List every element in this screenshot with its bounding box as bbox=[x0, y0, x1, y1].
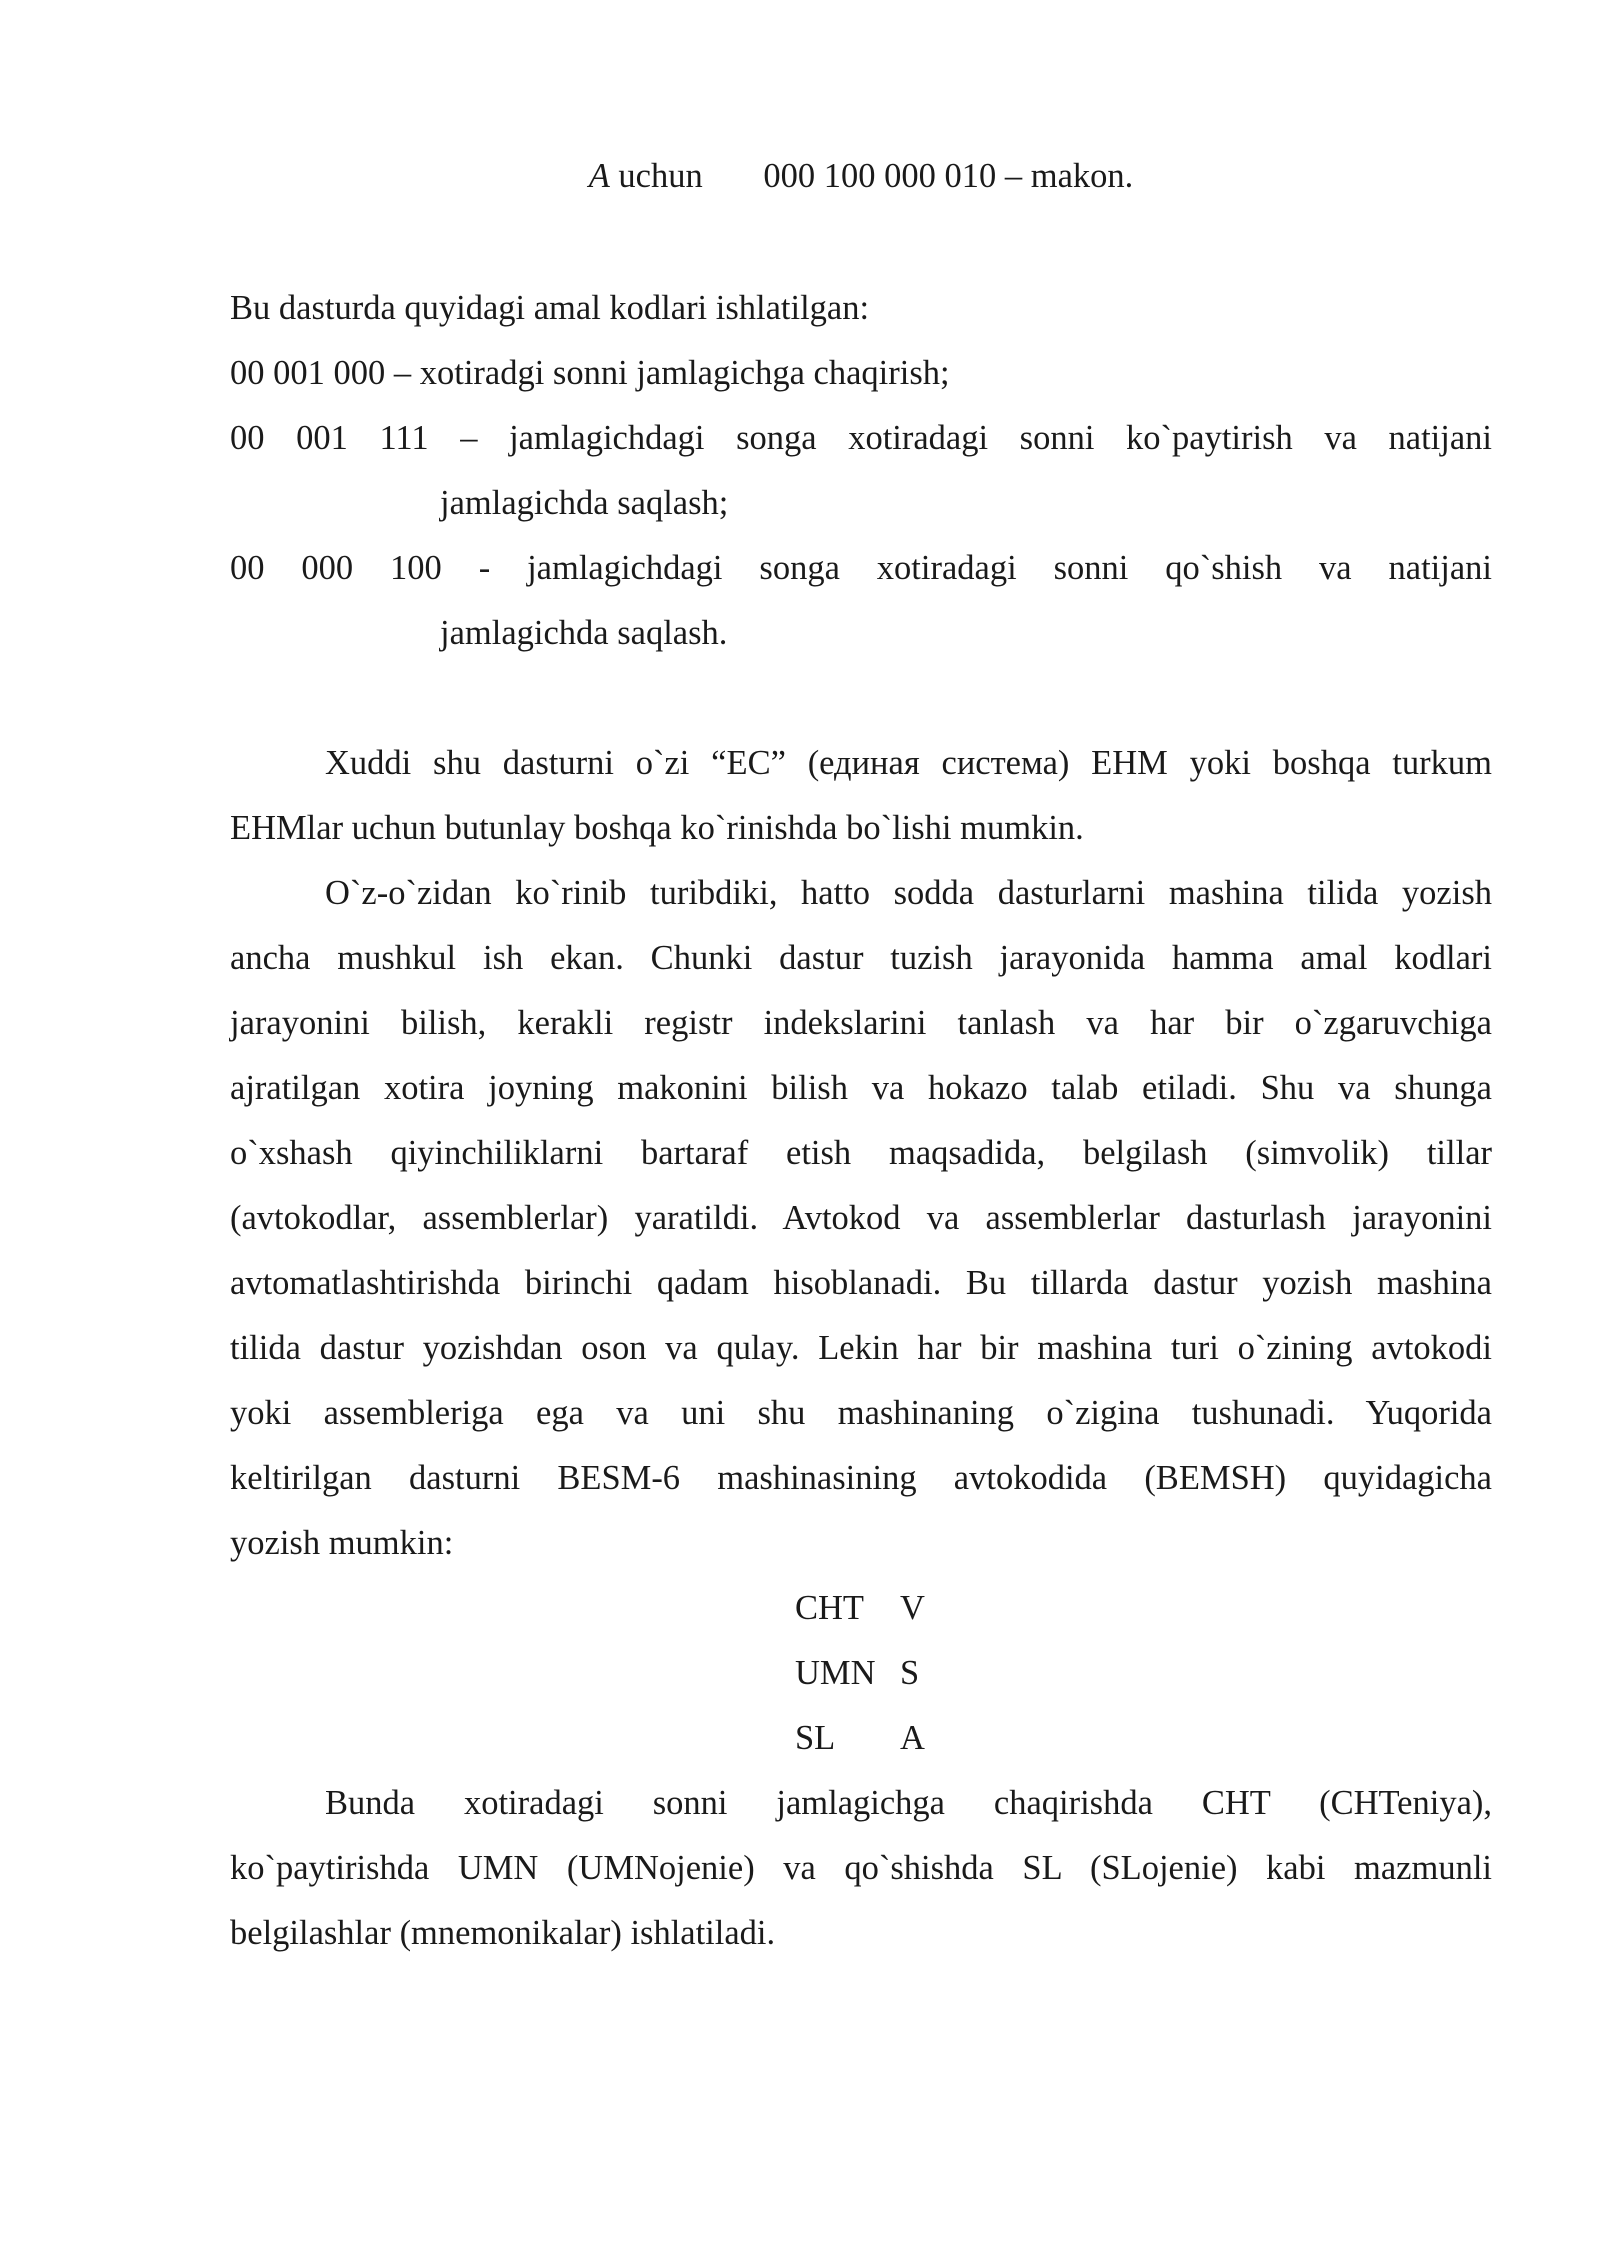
paragraph-main-line10: keltirilgan dasturni BESM-6 mashinasining avtokodida (BEMSH) quyidagicha bbox=[230, 1459, 1492, 1497]
program-line bbox=[795, 1705, 1095, 1771]
paragraph-main-line11: yozish mumkin: bbox=[230, 1524, 454, 1562]
opcode-load: 00 001 000 – xotiradgi sonni jamlagichga chaqirish; bbox=[230, 354, 950, 392]
opcode-add-line2: jamlagichda saqlash. bbox=[440, 614, 728, 652]
paragraph-mnemonics-line3: belgilashlar (mnemonikalar) ishlatiladi. bbox=[230, 1914, 776, 1952]
opcode-multiply-line1: 00 001 111 – jamlagichdagi songa xotiradagi sonni ko`paytirish va natijani bbox=[230, 419, 1492, 457]
program-op: SL bbox=[795, 1719, 836, 1757]
paragraph-main-line5: o`xshash qiyinchiliklarni bartaraf etish maqsadida, belgilash (simvolik) tillar bbox=[230, 1134, 1492, 1172]
paragraph-main-line7: avtomatlashtirishda birinchi qadam hisoblanadi. Bu tillarda dastur yozish mashina bbox=[230, 1264, 1492, 1302]
variable-name: A bbox=[588, 157, 610, 195]
paragraph-main-line1: O`z-o`zidan ko`rinib turibdiki, hatto sodda dasturlarni mashina tilida yozish bbox=[325, 874, 1492, 912]
paragraph-main-line2: ancha mushkul ish ekan. Chunki dastur tuzish jarayonida hamma amal kodlari bbox=[230, 939, 1492, 977]
header-code: 000 100 000 010 – makon. bbox=[763, 157, 1134, 195]
paragraph-main-line3: jarayonini bilish, kerakli registr indekslarini tanlash va har bir o`zgaruvchiga bbox=[230, 1004, 1492, 1042]
program-arg: V bbox=[900, 1589, 925, 1627]
program-op: CHT bbox=[795, 1589, 864, 1627]
header-word: uchun bbox=[618, 157, 703, 195]
intro-text: Bu dasturda quyidagi amal kodlari ishlatilgan: bbox=[230, 289, 870, 327]
paragraph-main-line9: yoki assembleriga ega va uni shu mashinaning o`zigina tushunadi. Yuqorida bbox=[230, 1394, 1492, 1432]
program-arg: A bbox=[900, 1719, 925, 1757]
program-arg: S bbox=[900, 1654, 920, 1692]
paragraph-ec-line2: EHMlar uchun butunlay boshqa ko`rinishda bo`lishi mumkin. bbox=[230, 809, 1084, 847]
opcode-multiply-line2: jamlagichda saqlash; bbox=[440, 484, 729, 522]
paragraph-mnemonics-line1: Bunda xotiradagi sonni jamlagichga chaqirishda CHT (CHTeniya), bbox=[325, 1784, 1492, 1822]
program-op: UMN bbox=[795, 1654, 876, 1692]
opcode-add-line1: 00 000 100 - jamlagichdagi songa xotiradagi sonni qo`shish va natijani bbox=[230, 549, 1492, 587]
paragraph-main-line8: tilida dastur yozishdan oson va qulay. Lekin har bir mashina turi o`zining avtokodi bbox=[230, 1329, 1492, 1367]
program-line bbox=[795, 1575, 1095, 1641]
paragraph-mnemonics-line2: ko`paytirishda UMN (UMNojenie) va qo`shishda SL (SLojenie) kabi mazmunli bbox=[230, 1849, 1492, 1887]
paragraph-main-line6: (avtokodlar, assemblerlar) yaratildi. Avtokod va assemblerlar dasturlash jarayonini bbox=[230, 1199, 1492, 1237]
address-line bbox=[230, 143, 1492, 209]
program-line bbox=[795, 1640, 1095, 1706]
paragraph-ec-line1: Xuddi shu dasturni o`zi “EC” (единая система) EHM yoki boshqa turkum bbox=[325, 744, 1492, 782]
paragraph-main-line4: ajratilgan xotira joyning makonini bilish va hokazo talab etiladi. Shu va shunga bbox=[230, 1069, 1492, 1107]
